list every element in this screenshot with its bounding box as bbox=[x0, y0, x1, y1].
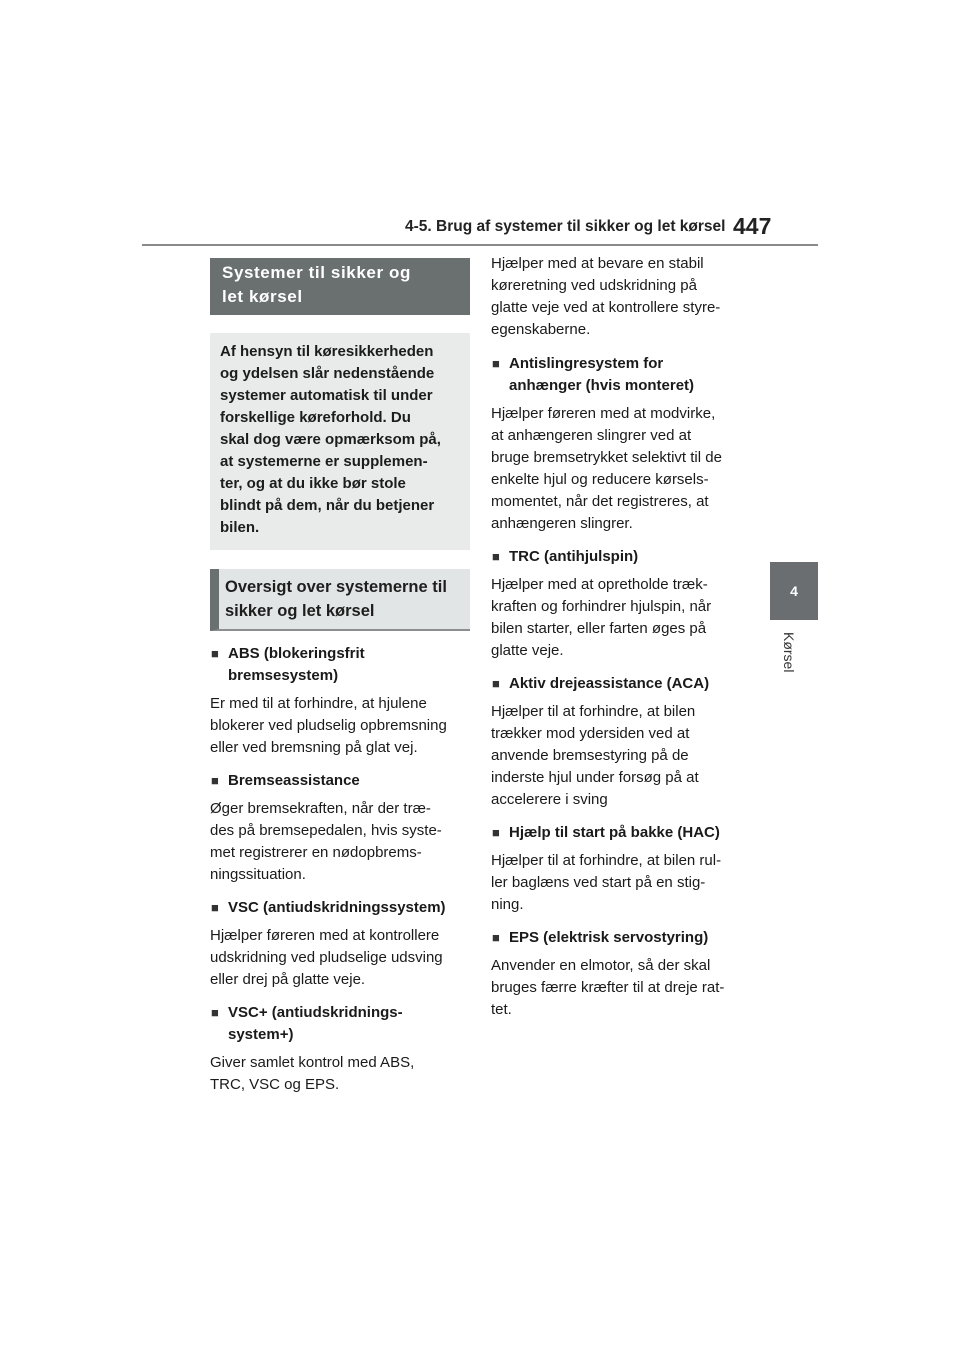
desc-line: køreretning ved udskridning på bbox=[491, 277, 697, 294]
intro-line: og ydelsen slår nedenstående bbox=[220, 365, 435, 382]
desc-line: anvende bremsestyring på de bbox=[491, 747, 689, 764]
feature-title-line: EPS (elektrisk servostyring) bbox=[509, 929, 709, 946]
feature-title bbox=[210, 643, 470, 687]
main-heading bbox=[210, 258, 470, 315]
square-bullet-icon: ■ bbox=[211, 900, 219, 915]
header-divider bbox=[142, 244, 818, 246]
desc-line: met registrerer en nødopbrems- bbox=[210, 844, 422, 861]
desc-line: eller drej på glatte veje. bbox=[210, 971, 366, 988]
desc-line: ler baglæns ved start på en stig- bbox=[491, 874, 706, 891]
desc-line: blokerer ved pludselig opbremsning bbox=[210, 717, 447, 734]
feature-brake-assist bbox=[210, 770, 470, 886]
desc-line: Hjælper til at forhindre, at bilen bbox=[491, 703, 696, 720]
desc-line: Hjælper føreren med at modvirke, bbox=[491, 405, 716, 422]
feature-title bbox=[210, 897, 470, 919]
desc-line: Hjælper til at forhindre, at bilen rul- bbox=[491, 852, 722, 869]
intro-line: skal dog være opmærksom på, bbox=[220, 431, 441, 448]
feature-title-line: VSC+ (antiudskridnings- bbox=[228, 1004, 403, 1021]
desc-line: ning. bbox=[491, 896, 524, 913]
intro-line: bilen. bbox=[220, 519, 260, 536]
feature-description bbox=[491, 574, 753, 662]
desc-line: egenskaberne. bbox=[491, 321, 591, 338]
feature-aca bbox=[491, 673, 753, 811]
feature-title bbox=[491, 546, 753, 568]
desc-line: anhængeren slingrer. bbox=[491, 515, 633, 532]
feature-title-line: bremsesystem) bbox=[228, 667, 339, 684]
desc-line: ningssituation. bbox=[210, 866, 306, 883]
feature-hac bbox=[491, 822, 753, 916]
desc-line: udskridning ved pludselige udsving bbox=[210, 949, 443, 966]
feature-title bbox=[491, 353, 753, 397]
feature-description bbox=[210, 925, 470, 991]
feature-description bbox=[491, 701, 753, 811]
feature-title-line: ABS (blokeringsfrit bbox=[228, 645, 365, 662]
square-bullet-icon: ■ bbox=[492, 549, 500, 564]
overview-heading-line: sikker og let kørsel bbox=[225, 602, 375, 620]
feature-title bbox=[491, 927, 753, 949]
feature-title-line: VSC (antiudskridningssystem) bbox=[228, 899, 446, 916]
feature-trailer-sway bbox=[491, 353, 753, 535]
square-bullet-icon: ■ bbox=[211, 773, 219, 788]
desc-line: accelerere i sving bbox=[491, 791, 608, 808]
desc-line: TRC, VSC og EPS. bbox=[210, 1076, 340, 1093]
overview-heading-line: Oversigt over systemerne til bbox=[225, 578, 447, 596]
desc-line: eller ved bremsning på glat vej. bbox=[210, 739, 418, 756]
square-bullet-icon: ■ bbox=[492, 825, 500, 840]
overview-heading bbox=[210, 569, 470, 631]
desc-line: Hjælper føreren med at kontrollere bbox=[210, 927, 440, 944]
feature-title bbox=[491, 822, 753, 844]
feature-description bbox=[210, 693, 470, 759]
feature-title-line: Hjælp til start på bakke (HAC) bbox=[509, 824, 720, 841]
desc-line: glatte veje. bbox=[491, 642, 564, 659]
feature-vsc bbox=[210, 897, 470, 991]
desc-line: bilen starter, eller farten øges på bbox=[491, 620, 707, 637]
intro-line: forskellige køreforhold. Du bbox=[220, 409, 411, 426]
square-bullet-icon: ■ bbox=[492, 676, 500, 691]
section-header-title: 4-5. Brug af systemer til sikker og let kørsel bbox=[405, 218, 726, 235]
desc-line: glatte veje ved at kontrollere styre- bbox=[491, 299, 721, 316]
intro-line: blindt på dem, når du betjener bbox=[220, 497, 435, 514]
feature-vsc-plus bbox=[210, 1002, 470, 1096]
feature-trc bbox=[491, 546, 753, 662]
continued-description bbox=[491, 253, 753, 341]
feature-description bbox=[210, 1052, 470, 1096]
feature-description bbox=[210, 798, 470, 886]
feature-title bbox=[210, 1002, 470, 1046]
feature-title-line: system+) bbox=[228, 1026, 294, 1043]
main-heading-line: Systemer til sikker og bbox=[222, 263, 411, 282]
intro-line: systemer automatisk til under bbox=[220, 387, 433, 404]
intro-line: ter, og at du ikke bør stole bbox=[220, 475, 406, 492]
intro-line: at systemerne er supplemen- bbox=[220, 453, 428, 470]
page-number: 447 bbox=[733, 213, 772, 239]
right-column bbox=[491, 253, 753, 1021]
feature-abs bbox=[210, 643, 470, 759]
feature-description bbox=[491, 955, 753, 1021]
chapter-label: Kørsel bbox=[781, 632, 797, 673]
square-bullet-icon: ■ bbox=[492, 930, 500, 945]
feature-title-line: Aktiv drejeassistance (ACA) bbox=[509, 675, 710, 692]
feature-title-line: Bremseassistance bbox=[228, 772, 360, 789]
chapter-number: 4 bbox=[790, 583, 798, 599]
desc-line: inderste hjul under forsøg på at bbox=[491, 769, 699, 786]
desc-line: Anvender en elmotor, så der skal bbox=[491, 957, 711, 974]
feature-eps bbox=[491, 927, 753, 1021]
main-heading-line: let kørsel bbox=[222, 287, 303, 306]
square-bullet-icon: ■ bbox=[211, 646, 219, 661]
square-bullet-icon: ■ bbox=[211, 1005, 219, 1020]
feature-title-line: Antislingresystem for bbox=[509, 355, 664, 372]
desc-line: kraften og forhindrer hjulspin, når bbox=[491, 598, 712, 615]
feature-description bbox=[491, 850, 753, 916]
feature-title bbox=[210, 770, 470, 792]
desc-line: bruge bremsetrykket selektivt til de bbox=[491, 449, 722, 466]
feature-title bbox=[491, 673, 753, 695]
desc-line: Hjælper med at opretholde træk- bbox=[491, 576, 708, 593]
desc-line: Hjælper med at bevare en stabil bbox=[491, 255, 704, 272]
square-bullet-icon: ■ bbox=[492, 356, 500, 371]
chapter-tab bbox=[770, 562, 818, 620]
intro-box bbox=[210, 333, 470, 550]
desc-line: trækker mod ydersiden ved at bbox=[491, 725, 690, 742]
desc-line: Øger bremsekraften, når der træ- bbox=[210, 800, 431, 817]
desc-line: at anhængeren slingrer ved at bbox=[491, 427, 692, 444]
desc-line: des på bremsepedalen, hvis syste- bbox=[210, 822, 442, 839]
feature-description bbox=[491, 403, 753, 535]
feature-title-line: TRC (antihjulspin) bbox=[509, 548, 639, 565]
desc-line: Giver samlet kontrol med ABS, bbox=[210, 1054, 415, 1071]
desc-line: bruges færre kræfter til at dreje rat- bbox=[491, 979, 725, 996]
feature-title-line: anhænger (hvis monteret) bbox=[509, 377, 695, 394]
desc-line: Er med til at forhindre, at hjulene bbox=[210, 695, 427, 712]
desc-line: tet. bbox=[491, 1001, 512, 1018]
intro-line: Af hensyn til køresikkerheden bbox=[220, 343, 434, 360]
desc-line: momentet, når det registreres, at bbox=[491, 493, 709, 510]
left-column bbox=[210, 258, 470, 1096]
desc-line: enkelte hjul og reducere kørsels- bbox=[491, 471, 709, 488]
